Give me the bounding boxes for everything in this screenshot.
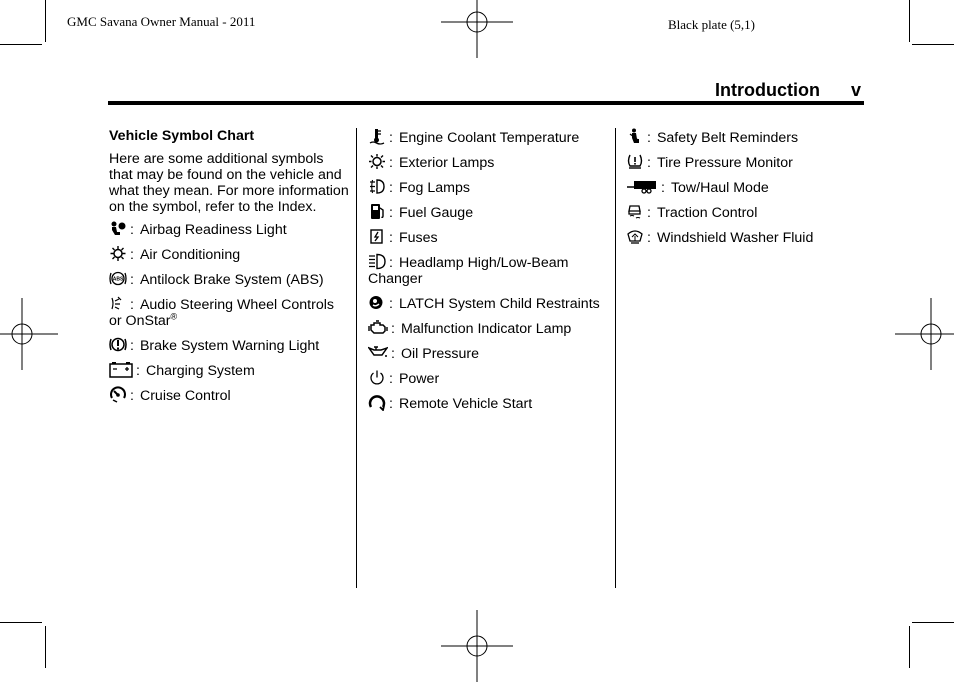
headlamp-beam-icon [368,253,386,270]
symbol-entry: : Headlamp High/Low-Beam Changer [368,255,569,287]
symbol-entry: : Traction Control [626,203,856,221]
symbol-label: Audio Steering Wheel Controls or OnStar [109,297,334,329]
plate-label: Black plate (5,1) [668,17,755,32]
symbol-entry: : Exterior Lamps [368,153,608,171]
washer-fluid-icon [626,228,644,245]
fog-lamp-icon [368,178,386,195]
symbol-label: Tire Pressure Monitor [656,155,793,171]
abs-icon [109,270,127,287]
symbol-entry: : Tire Pressure Monitor [626,153,856,171]
battery-icon [109,361,133,378]
registration-mark-bottom [439,608,515,684]
symbol-label: Windshield Washer Fluid [656,230,814,246]
symbol-label: Brake System Warning Light [139,338,320,354]
engine-icon [368,319,388,336]
symbol-column-3 [626,128,856,253]
symbol-entry: : Safety Belt Reminders [626,128,856,146]
symbol-entry: : Windshield Washer Fluid [626,228,856,246]
symbol-entry: : Oil Pressure [368,344,608,362]
symbol-entry: : Engine Coolant Temperature [368,128,608,146]
crop-mark [45,626,46,668]
symbol-label: Power [398,371,440,387]
symbol-column-2 [368,128,608,419]
symbol-entry: : Remote Vehicle Start [368,394,608,412]
coolant-temperature-icon [368,128,386,145]
header-rule [108,101,864,105]
registered-mark: ® [170,311,178,322]
symbol-label: LATCH System Child Restraints [398,296,600,312]
registration-mark-top [439,0,515,60]
fuse-icon [368,228,386,245]
exterior-lamps-icon [368,153,386,170]
steering-controls-icon [109,295,127,312]
symbol-entry: : Malfunction Indicator Lamp [368,319,608,337]
symbol-entry: : Tow/Haul Mode [626,178,856,196]
column-divider [615,128,616,588]
safety-belt-icon [626,128,644,145]
symbol-entry: : Charging System [109,361,349,379]
crop-mark [909,0,910,42]
latch-icon [368,294,386,311]
symbol-label: Cruise Control [139,388,231,404]
symbol-entry: : Airbag Readiness Light [109,220,349,238]
fuel-gauge-icon [368,203,386,220]
symbol-label: Airbag Readiness Light [139,222,287,238]
crop-mark [909,626,910,668]
symbol-label: Antilock Brake System (ABS) [139,272,324,288]
symbol-label: Engine Coolant Temperature [398,130,580,146]
manual-title: GMC Savana Owner Manual - 2011 [67,14,256,29]
page-number: v [851,80,862,100]
symbol-label: Air Conditioning [139,247,241,263]
power-icon [368,369,386,386]
tow-haul-icon [626,178,658,195]
symbol-entry: : Brake System Warning Light [109,336,349,354]
symbol-label: Oil Pressure [400,346,480,362]
section-title: Introduction [715,80,820,100]
symbol-column-1 [109,128,349,411]
symbol-entry: : LATCH System Child Restraints [368,294,608,312]
symbol-label: Malfunction Indicator Lamp [400,321,572,337]
symbol-label: Fuel Gauge [398,205,474,221]
symbol-entry: : Audio Steering Wheel Controls or OnStar® [109,297,334,329]
symbol-label: Fuses [398,230,438,246]
crop-mark [45,0,46,42]
registration-mark-right [893,296,954,372]
tire-pressure-icon [626,153,644,170]
crop-mark [0,622,42,623]
crop-mark [912,44,954,45]
chart-heading: Vehicle Symbol Chart [109,128,255,144]
symbol-entry: : Fuel Gauge [368,203,608,221]
oil-can-icon [368,344,388,361]
symbol-label: Tow/Haul Mode [670,180,769,196]
crop-mark [912,622,954,623]
symbol-entry: : Fuses [368,228,608,246]
remote-start-icon [368,394,386,411]
symbol-label: Fog Lamps [398,180,470,196]
symbol-label: Charging System [145,363,255,379]
symbol-label: Safety Belt Reminders [656,130,799,146]
symbol-label: Headlamp High/Low-Beam Changer [368,255,569,287]
symbol-entry: : Power [368,369,608,387]
column-divider [356,128,357,588]
registration-mark-left [0,296,60,372]
cruise-control-icon [109,386,127,403]
crop-mark [0,44,42,45]
symbol-entry: : Cruise Control [109,386,349,404]
chart-intro: Here are some additional symbols that may be found on the vehicle and what they mean. For more information on the symbol, refer to the Index. [109,151,349,215]
symbol-label: Traction Control [656,205,758,221]
brake-warning-icon [109,336,127,353]
svg-text:ABS: ABS [112,276,124,283]
airbag-icon [109,220,127,237]
air-conditioning-icon [109,245,127,262]
symbol-label: Remote Vehicle Start [398,396,533,412]
traction-control-icon [626,203,644,220]
symbol-entry: : Fog Lamps [368,178,608,196]
symbol-entry: ABS : Antilock Brake System (ABS) [109,270,349,288]
symbol-entry: : Air Conditioning [109,245,349,263]
symbol-label: Exterior Lamps [398,155,495,171]
